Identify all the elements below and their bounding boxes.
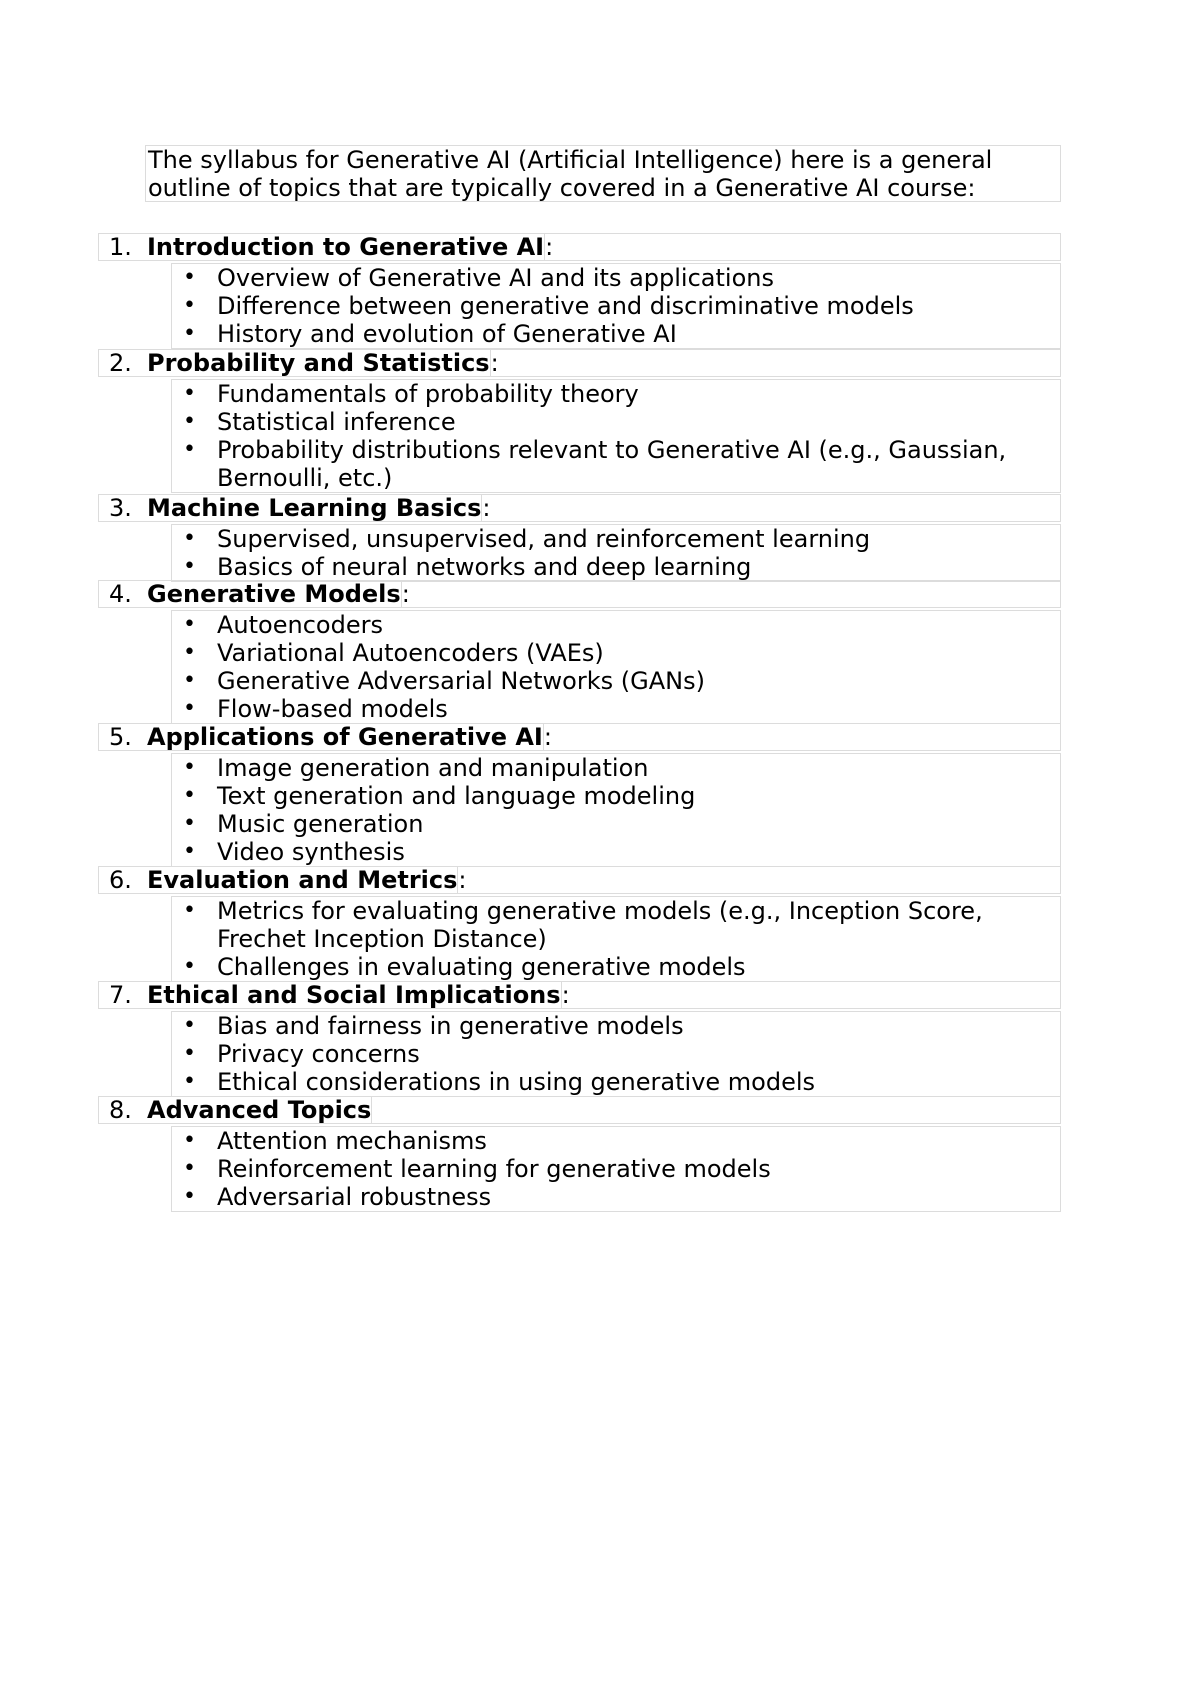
syllabus-section	[98, 349, 1061, 493]
section-title-wrapper	[147, 234, 553, 261]
list-item-text: Challenges in evaluating generative models	[217, 953, 746, 981]
list-item	[172, 380, 1060, 408]
list-item-text: Fundamentals of probability theory	[217, 380, 639, 408]
section-title-wrapper	[147, 581, 410, 608]
list-item	[172, 1040, 1060, 1068]
list-item	[172, 320, 1060, 348]
section-title-suffix: :	[545, 233, 554, 261]
section-number: 7.	[109, 981, 132, 1009]
syllabus-section	[98, 233, 1061, 349]
bullet-icon: •	[183, 1013, 196, 1038]
list-item	[172, 838, 1060, 866]
section-heading	[98, 233, 1061, 261]
bullet-icon: •	[183, 293, 196, 318]
section-heading	[98, 723, 1061, 751]
section-number: 5.	[109, 723, 132, 751]
list-item	[172, 553, 1060, 581]
syllabus-section	[98, 494, 1061, 582]
section-bullet-list	[171, 610, 1061, 724]
section-title: Advanced Topics	[147, 1096, 372, 1124]
list-item-text: Flow-based models	[217, 695, 448, 723]
section-title-suffix: :	[458, 866, 467, 894]
intro-line-2: outline of topics that are typically covered in a Generative AI course:	[148, 174, 976, 202]
list-item-text: Statistical inference	[217, 408, 456, 436]
list-item-text: Image generation and manipulation	[217, 754, 649, 782]
list-item	[172, 782, 1060, 810]
list-item-text: Supervised, unsupervised, and reinforcement learning	[217, 525, 871, 553]
list-item-text: Variational Autoencoders (VAEs)	[217, 639, 604, 667]
bullet-icon: •	[183, 437, 196, 462]
bullet-icon: •	[183, 1128, 196, 1153]
bullet-icon: •	[183, 554, 196, 579]
section-number: 4.	[109, 580, 132, 608]
section-title-wrapper	[147, 724, 552, 751]
section-title-wrapper	[147, 350, 499, 377]
list-item	[172, 1155, 1060, 1183]
bullet-icon: •	[183, 640, 196, 665]
list-item-text: Privacy concerns	[217, 1040, 420, 1068]
list-item	[172, 953, 1060, 981]
bullet-icon: •	[183, 381, 196, 406]
list-item	[172, 1012, 1060, 1040]
bullet-icon: •	[183, 526, 196, 551]
list-item	[172, 1183, 1060, 1211]
bullet-icon: •	[183, 954, 196, 979]
list-item	[172, 897, 1060, 953]
bullet-icon: •	[183, 839, 196, 864]
bullet-icon: •	[183, 811, 196, 836]
bullet-icon: •	[183, 1069, 196, 1094]
list-item-text: Ethical considerations in using generative models	[217, 1068, 816, 1096]
bullet-icon: •	[183, 265, 196, 290]
section-title-suffix: :	[490, 349, 499, 377]
list-item-text: Video synthesis	[217, 838, 405, 866]
section-title-suffix: :	[561, 981, 570, 1009]
list-item-text: Probability distributions relevant to Generative AI (e.g., Gaussian, Bernoulli, etc.)	[217, 436, 1007, 492]
section-heading	[98, 981, 1061, 1009]
list-item-text: Reinforcement learning for generative models	[217, 1155, 771, 1183]
list-item	[172, 1068, 1060, 1096]
section-heading	[98, 866, 1061, 894]
list-item	[172, 754, 1060, 782]
section-title: Applications of Generative AI	[147, 723, 543, 751]
section-title-wrapper	[147, 1097, 372, 1124]
list-item-text: Difference between generative and discriminative models	[217, 292, 914, 320]
bullet-icon: •	[183, 612, 196, 637]
bullet-icon: •	[183, 409, 196, 434]
bullet-icon: •	[183, 1156, 196, 1181]
list-item	[172, 695, 1060, 723]
list-item	[172, 436, 1060, 492]
bullet-icon: •	[183, 783, 196, 808]
syllabus-section	[98, 866, 1061, 982]
section-title: Ethical and Social Implications	[147, 981, 561, 1009]
bullet-icon: •	[183, 696, 196, 721]
section-bullet-list	[171, 1011, 1061, 1097]
section-title-suffix: :	[401, 580, 410, 608]
list-item	[172, 408, 1060, 436]
list-item	[172, 810, 1060, 838]
bullet-icon: •	[183, 1041, 196, 1066]
section-title: Generative Models	[147, 580, 401, 608]
list-item-text: Metrics for evaluating generative models (e.g., Inception Score, Frechet Inception Distance)	[217, 897, 983, 953]
list-item-text: Attention mechanisms	[217, 1127, 487, 1155]
list-item-text: Generative Adversarial Networks (GANs)	[217, 667, 705, 695]
list-item-text: Bias and fairness in generative models	[217, 1012, 684, 1040]
list-item-text: Basics of neural networks and deep learning	[217, 553, 752, 581]
list-item	[172, 292, 1060, 320]
section-title: Evaluation and Metrics	[147, 866, 458, 894]
section-heading	[98, 580, 1061, 608]
section-bullet-list	[171, 1126, 1061, 1212]
list-item-text: Text generation and language modeling	[217, 782, 696, 810]
section-title: Probability and Statistics	[147, 349, 490, 377]
syllabus-section	[98, 981, 1061, 1097]
section-number: 2.	[109, 349, 132, 377]
section-bullet-list	[171, 379, 1061, 493]
section-title: Introduction to Generative AI	[147, 233, 545, 261]
list-item	[172, 264, 1060, 292]
section-title-wrapper	[147, 982, 570, 1009]
section-number: 1.	[109, 233, 132, 261]
section-number: 8.	[109, 1096, 132, 1124]
section-bullet-list	[171, 524, 1061, 582]
section-title-suffix: :	[543, 723, 552, 751]
section-number: 3.	[109, 494, 132, 522]
syllabus-section	[98, 723, 1061, 867]
intro-line-1: The syllabus for Generative AI (Artificial Intelligence) here is a general	[148, 146, 993, 174]
list-item	[172, 667, 1060, 695]
list-item-text: Autoencoders	[217, 611, 383, 639]
list-item-text: Music generation	[217, 810, 424, 838]
section-number: 6.	[109, 866, 132, 894]
intro-paragraph	[145, 145, 1061, 202]
section-heading	[98, 1096, 1061, 1124]
bullet-icon: •	[183, 755, 196, 780]
bullet-icon: •	[183, 321, 196, 346]
section-heading	[98, 349, 1061, 377]
section-title: Machine Learning Basics	[147, 494, 482, 522]
list-item	[172, 639, 1060, 667]
list-item-text: History and evolution of Generative AI	[217, 320, 677, 348]
list-item	[172, 525, 1060, 553]
section-bullet-list	[171, 753, 1061, 867]
section-title-suffix: :	[482, 494, 491, 522]
section-heading	[98, 494, 1061, 522]
list-item-text: Overview of Generative AI and its applications	[217, 264, 774, 292]
section-title-wrapper	[147, 495, 490, 522]
list-item	[172, 1127, 1060, 1155]
section-bullet-list	[171, 263, 1061, 349]
list-item-text: Adversarial robustness	[217, 1183, 492, 1211]
syllabus-section	[98, 580, 1061, 724]
list-item	[172, 611, 1060, 639]
bullet-icon: •	[183, 668, 196, 693]
section-bullet-list	[171, 896, 1061, 982]
bullet-icon: •	[183, 1184, 196, 1209]
section-title-wrapper	[147, 867, 467, 894]
bullet-icon: •	[183, 898, 196, 923]
syllabus-section	[98, 1096, 1061, 1212]
